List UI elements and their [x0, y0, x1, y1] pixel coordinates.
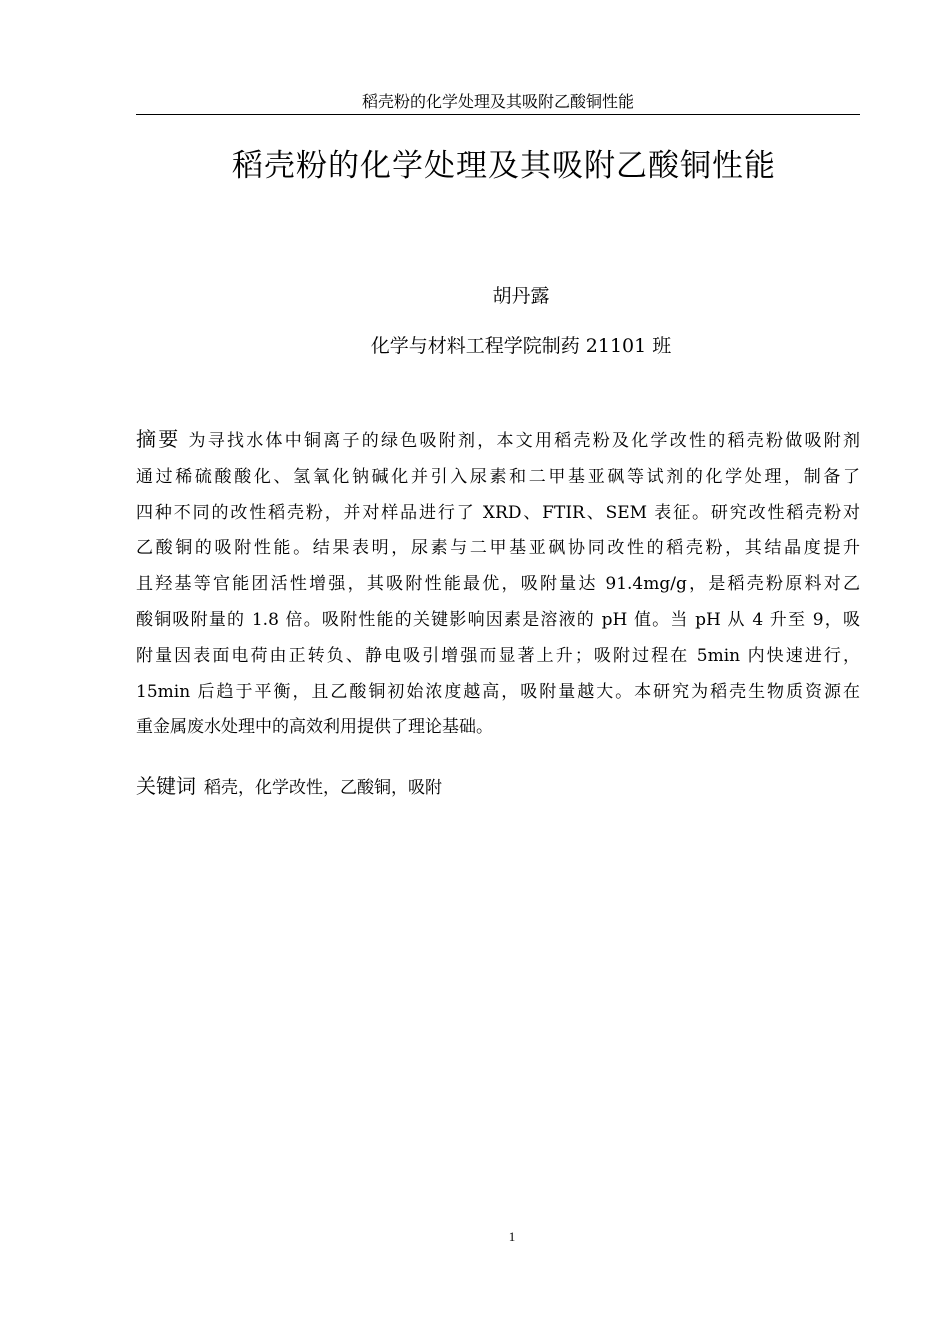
abstract-line: 通过稀硫酸酸化、氢氧化钠碱化并引入尿素和二甲基亚砜等试剂的化学处理，制备了	[136, 466, 860, 487]
abstract-line: 酸铜吸附量的 1.8 倍。吸附性能的关键影响因素是溶液的 pH 值。当 pH 从 4 升至 9，吸	[136, 609, 860, 630]
abstract-line: 四种不同的改性稻壳粉，并对样品进行了 XRD、FTIR、SEM 表征。研究改性稻壳粉对	[136, 502, 860, 523]
abstract-line: 重金属废水处理中的高效利用提供了理论基础。	[136, 717, 493, 738]
abstract-line: 乙酸铜的吸附性能。结果表明，尿素与二甲基亚砜协同改性的稻壳粉，其结晶度提升	[136, 538, 860, 559]
keywords-label: 关键词	[136, 774, 196, 798]
abstract-line: 15min 后趋于平衡，且乙酸铜初始浓度越高，吸附量越大。本研究为稻壳生物质资源在	[136, 681, 860, 702]
keywords-text: 稻壳，化学改性，乙酸铜，吸附	[204, 778, 442, 798]
abstract	[136, 422, 860, 746]
author-affiliation: 化学与材料工程学院制药 21101 班	[370, 335, 672, 357]
running-header: 稻壳粉的化学处理及其吸附乙酸铜性能	[361, 92, 634, 111]
abstract-line: 且羟基等官能团活性增强，其吸附性能最优，吸附量达 91.4mg/g，是稻壳粉原料对乙	[136, 574, 860, 595]
document-title: 稻壳粉的化学处理及其吸附乙酸铜性能	[232, 148, 776, 184]
keywords	[136, 772, 860, 802]
abstract-line: 附量因表面电荷由正转负、静电吸引增强而显著上升；吸附过程在 5min 内快速进行，	[136, 645, 860, 666]
header-divider	[136, 114, 860, 115]
abstract-label: 摘要	[136, 427, 181, 451]
author-name: 胡丹露	[492, 285, 550, 307]
page-number: 1	[508, 1229, 516, 1244]
abstract-text: 为寻找水体中铜离子的绿色吸附剂，本文用稻壳粉及化学改性的稻壳粉做吸附剂	[188, 431, 860, 451]
abstract-line	[136, 422, 860, 460]
